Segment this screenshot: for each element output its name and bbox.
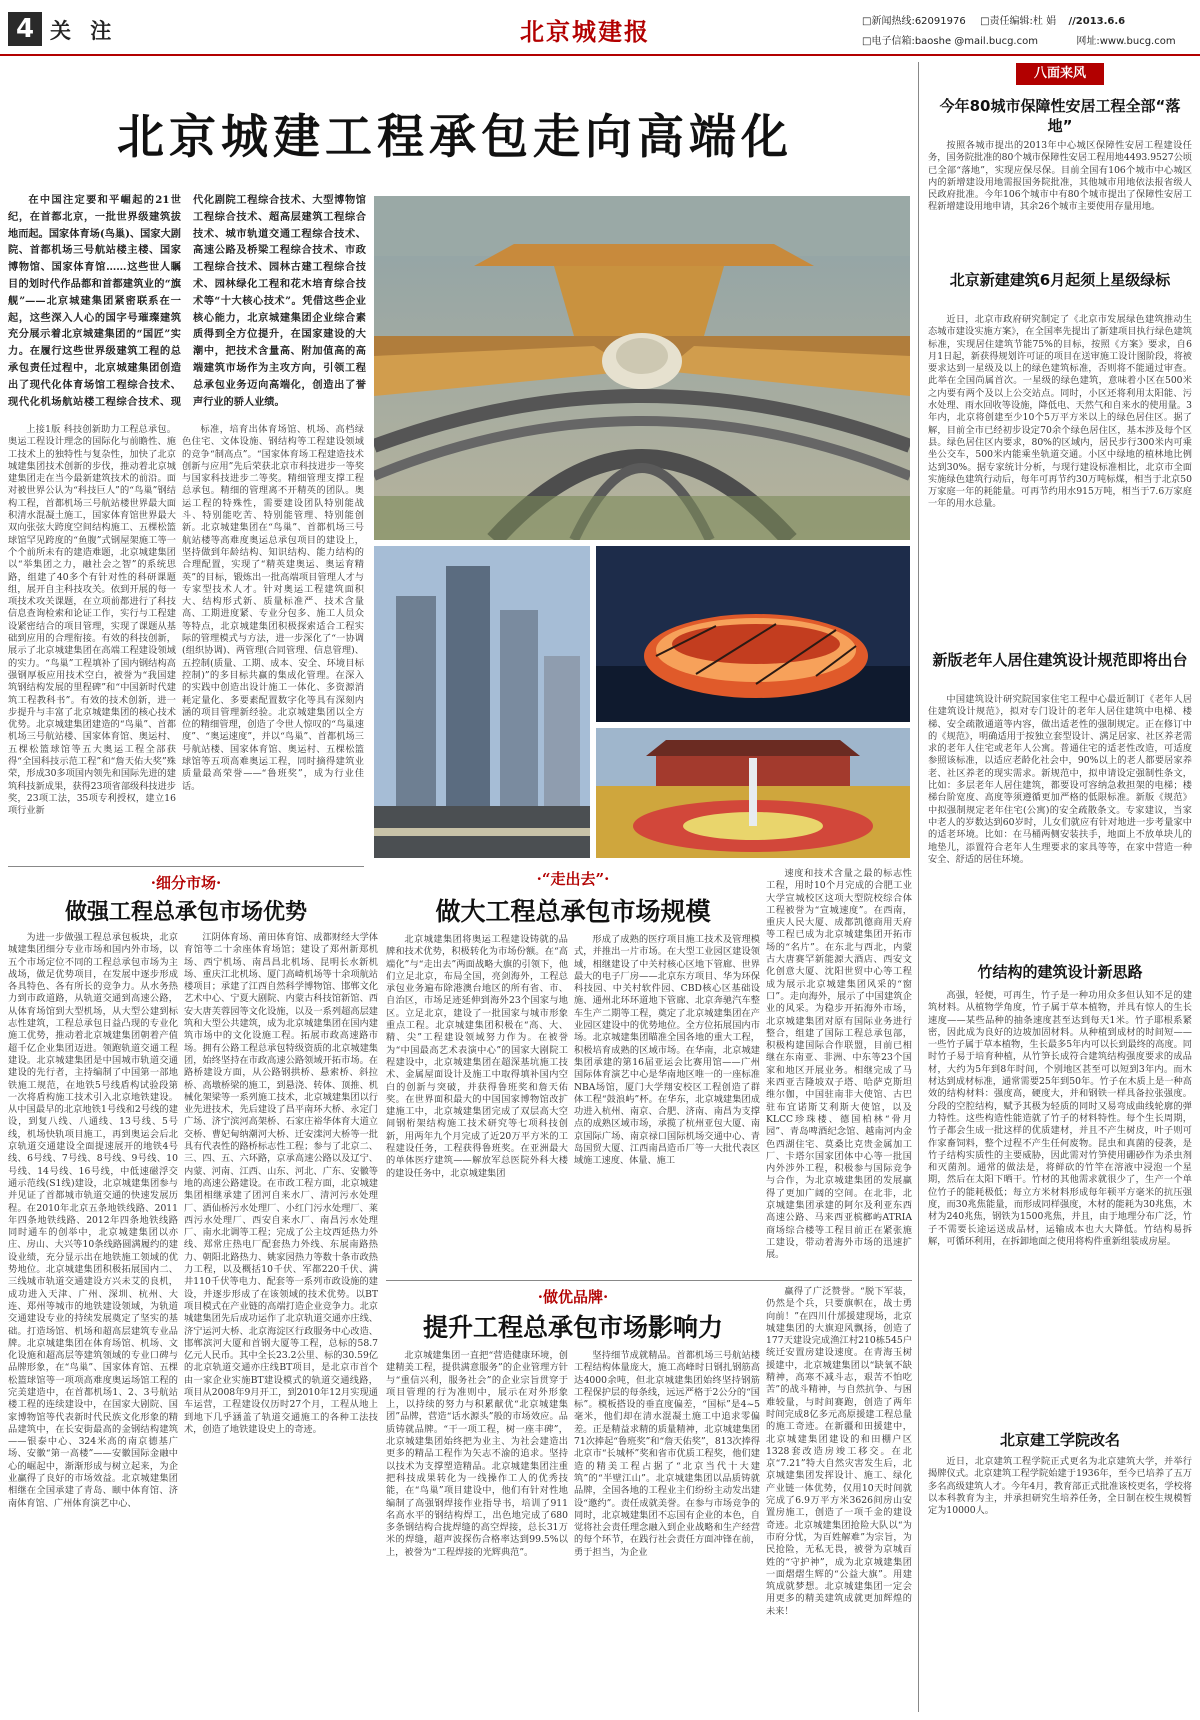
sidebar-title-1: 今年80城市保障性安居工程全部“落地” <box>939 97 1181 135</box>
editor: □责任编辑:杜 娟 <box>980 16 1057 27</box>
airport-illustration <box>374 196 910 540</box>
website[interactable]: 网址:www.bucg.com <box>1076 36 1176 47</box>
sidebar-title-3: 新版老年人居住建筑设计规范即将出台 <box>932 651 1188 669</box>
email[interactable]: □电子信箱:baoshe @mail.bucg.com <box>862 36 1038 47</box>
sidebar-title-5: 北京建工学院改名 <box>999 1431 1120 1449</box>
headline-abroad: 做大工程总承包市场规模 <box>435 897 711 926</box>
stadium-illustration <box>596 546 910 722</box>
header-info <box>862 12 1192 52</box>
sidebar-title-2: 北京新建建筑6月起须上星级绿标 <box>949 271 1171 289</box>
abroad-column-1: 北京城建集团将奥运工程建设铸就的品牌和技术优势，积极转化为市场份额。在“高端化”与“走出去”两面战略大旗的引领下，他们立足北京，布局全国，亮剑海外，工程总承包业务遍布除港澳台地区的所有省、市、自治区，市场足迹延伸到海外23个国家与地区。立足北京，建设了一批国家与城市形象重点工程。北京城建集团积极在“高、大、精、尖”工程建设领域努力作为。在被誉为“中国最高艺术表演中心”的国家大剧院工程建设中，北京城建集团在超深基坑施工技术、金属屋面设计及施工中取得填补国内空白的创新与突破，并获得鲁班奖和詹天佑奖。在世界面积最大的中国国家博物馆改扩建施工中，北京城建集团完成了双层高大空间钢桁架结构施工技术研究等七项科技创新，用两年九个月完成了近20万平方米的工程建设任务，工程获得鲁班奖。在亚洲最大的单体医疗建筑——解放军总医院外科大楼的建设任务中，北京城建集团 <box>386 934 568 1179</box>
quality-column-1: 北京城建集团一直把“营造健康环境，创建精美工程，提供满意服务”的企业管理方针与“重信兴利，服务社会”的企业宗旨贯穿于项目管理的行为准则中，展示在对外形象上，以持续的努力与积累献优“北京城建集团”品牌，营造“话水源头”般的市场效应。品质铸就品牌。“干一项工程，树一座丰碑”，北京城建集团始终把为业主、为社会建造出更多的精品工程作为矢志不渝的追求。坚持以技术为支撑塑造精品。北京城建集团注重把科技成果转化为一线操作工人的优秀技能，在“鸟巢”项目建设中，他们有针对性地编制了高强钢焊接作业指导书，培训了911名高水平的钢结构焊工，出色地完成了680多条钢结构合拢焊缝的高空焊接，总长31万米的焊缝，超声波探伤合格率达到99.5%以上，被誉为“工程焊接的光辉典范”。 <box>386 1350 568 1558</box>
quality-column-2: 坚持细节成就精品。首都机场三号航站楼工程结构体量庞大，施工高峰时日钢扎钢筋高达4000余吨，但北京城建集团始终坚持钢筋工程保护层的每条线，远远严格于2公分的“国标”。模板搭设的垂直度偏差，“国标”是4~5毫米，他们却在清水混凝土施工中追求零偏差。正是精益求精的质量精神，北京城建集团71次捧起“鲁班奖”和“詹天佑奖”，813次捧得北京市“长城杯”奖和省市优质工程奖，他们建造的精美工程占据了“北京当代十大建筑”的“半壁江山”。北京城建集团以品质铸就品牌，全国各地的工程业主们纷纷主动发出建设“邀约”。责任成就美誉。在参与市场竞争的同时，北京城建集团不忘国有企业的本色，自觉将社会责任理念融入到企业战略和生产经营的每个环节，在践行社会责任方面冲锋在前，勇于担当，为企业 <box>574 1350 760 1558</box>
square-illustration <box>596 728 910 858</box>
photo-cbd-towers <box>374 546 590 858</box>
sidebar-body-4: 高强，轻便，可再生，竹子是一种功用众多但认知不足的建筑材料。从植物学角度，竹子属于草本植物，并具有惊人的生长速度——某些品种的抽条速度甚至达到每天1米。竹子耶根系紧密，因此成为良好的边坡加固材料。从种植到成材的时间短——一些竹子属于草本植物，生长最多5年内可以长到最终的高度。同时竹子易于培育种植，从竹笋长成符合建筑结构强度要求的成品材，大约为5年到8年时间，个别地区甚至可以短到3年内。而木材达到成材标准，通常需要25年到50年。竹子在木质上是一种高效的结构材料：强度高，硬度大，并和钢铁一样具备拉张强度。分段的空腔结构，赋予其极为轻质的同时又易弯成曲线轮廓的弹力特性。这些构造性能造就了竹子的材料特性。每个生长周期，竹子都会生成一批这样的优质建材，并且不产生树皮，叶子则可作家畜饲料，整个过程不产生任何废物。昆虫和真菌的侵袭，是竹子结构实质性的主要威胁，因此需对竹笋使用硼砂作为杀虫剂和灭菌剂。通常的做法是，将鲜砍的竹竿在溶液中浸泡一个星期，然后在太阳下晒干。竹材的其他需求就很少了，生产一个单位竹子的能耗极低；每立方米材料形成每年顿平方毫米的抗压强度，而30兆焦能量，而形成同样强度，木材的能耗为30兆焦，木材为240兆焦，钢铁为1500兆焦，并且，由于地理分布广泛，竹子不需要长途运送成品材，运输成本也大大降低。竹结构易拆解，可循环利用，在拆卸地面之使用将构件重新组装成房屋。 <box>928 990 1192 1247</box>
photo-birds-nest <box>596 546 910 722</box>
divider <box>8 866 364 867</box>
kicker-quality: ·做优品牌· <box>537 1288 609 1306</box>
sidebar-divider <box>918 62 919 1712</box>
paper-name: 北京城建报 <box>520 17 650 46</box>
market-column-3: 速度和技术含量之最的标志性工程，用时10个月完成的合肥工业大学宣城校区这项大型院校综合体工程被誉为“宣城速度”。在西南，重庆人民大厦、成都凯德商用天府等工程已成为北京城建集团开拓市场的“名片”。在东北与西北，内蒙古大唐赛罕新能源大酒店、西安文化创意大厦、沈阳世贸中心等工程成为展示北京城建集团风采的“窗口”。走向海外，展示了中国建筑企业的风采。为稳步开拓海外市场，北京城建集团对原有国际业务进行整合，组建了国际工程总承包部，积极构建国际合作联盟，目前已相继在东南亚、非洲、中东等23个国家和地区开展业务。相继完成了马来西亚吉隆坡双子塔、哈萨克斯坦维尔伽，中国驻南非大使馆、古巴驻布宜诺斯艾利斯大使馆，以及KLCC珍珠楼、德国柏林“骨月园”、青岛啤酒纪念馆、越南河内金色西湖住宅、莫桑比克贵金属加工厂、卡塔尔国家团体中心等一批国内外涉外工程，积极参与国际竞争与合作，为北京城建集团的发展赢得了更加广阔的空间。在北非，北京城建集团承建的阿尔及利亚东西高速公路、马来西亚槟榔屿ATRIA商场综合楼等工程目前正在紧张施工建设，带动着海外市场的迅速扩展。 <box>766 868 912 1261</box>
news-hotline: □新闻热线:62091976 <box>862 16 966 27</box>
sidebar-body-3: 中国建筑设计研究院国家住宅工程中心最近制订《老年人居住建筑设计规范》，拟对专门设计的老年人居住建筑中电梯、楼梯、安全疏散通道等内容，做出适老性的强制规定。正在修订中的《规范》，明确适用于按独立套型设计、满足居家、社区养老需求的老年人住宅或老年人公寓。普通住宅的适老性改造，可适度参照该标准，以适应老龄化社会中，90%以上的老人都要居家养老、社区养老的现实需求。新规范中，拟申请设定强制性条文，比如：多层老年人居住建筑，都要设可容纳急救担架的电梯；楼梯台阶宽度、高度等须遵循更加严格的低限标准。新版《规范》中拟强制规定老年住宅(公寓)的安全疏散条文。专家建议，当家中老人的岁数达到60岁时，儿女们就应有针对地进一步考量家中的适老环境。比如：在马桶两侧安装扶手，地面上不放单块儿的地垫儿，添置符合老年人生理要求的家具等等，在家中营造一种安全、舒适的居住环境。 <box>928 694 1192 865</box>
quality-column-3: 赢得了广泛赞誉。“脱下军装，仍然是个兵，只要旗帜在，战士勇向前！”在四川什邡援建现场，北京城建集团的大旗迎风飘扬，创造了177天建设完成渔江村210栋545户统迁安置房建设速度。在青海玉树援建中，北京城建集团以“缺氧不缺精神，高寒不减斗志，艰苦不怕吃苦”的战斗精神，与自然抗争、与困难较量，与时间赛跑，创造了两年时间完成8亿多元高原援建工程总量的施工奇迹。在新疆和田援建中，北京城建集团建设的和田棚户区1328套改造房竣工移交。在北京“7.21”特大自然灾害发生后，北京城建集团发挥设计、施工、绿化产业链一体优势，仅用10天时间就完成了6.9万平方米3626间房山安置房施工，创造了一项千金的建设奇迹。北京城建集团抢险大队以“为市府分忧，为百姓解难”为宗旨，为民抢险，无私无畏，被誉为京城百姓的“守护神”，成为北京城建集团一面熠熠生辉的“公益大旗”。用建筑成就梦想。北京城建集团一定会用更多的精美建筑成就更加辉煌的未来！ <box>766 1286 912 1617</box>
towers-illustration <box>374 546 590 858</box>
photo-tiananmen-fountain <box>596 728 910 858</box>
sidebar-body-5: 近日，北京建筑工程学院正式更名为北京建筑大学，并举行揭牌仪式。北京建筑工程学院始建于1936年，至今已培养了五万多名高级建筑人才。今年4月，教育部正式批准该校更名，学校将以本科教育为主，并承担研究生培养任务，全日制在校生规模暂定为10000人。 <box>928 1456 1192 1517</box>
page-number: 4 <box>8 12 42 46</box>
divider <box>386 1280 912 1281</box>
issue-date: //2013.6.6 <box>1068 16 1126 27</box>
abroad-column-2: 形成了成熟的医疗项目施工技术及管理模式，并推出一片市场。在大型工业园区建设领域，相继建设了中关村核心区地下管廊、世界最大的电子厂房——北京东方项目、华为环保科技园、中关村软件园、CBD核心区基础设施、通州北环环道地下管廊、北京奔驰汽车整车生产二期等工程，奠定了北京城建集团在产业园区建设中的优势地位。全方位拓展国内市场。北京城建集团瞄准全国各地的重大工程，积极培育成熟的区域市场。在华南，北京城建集团承建的第16届亚运会比赛用馆——广州国际体育演艺中心是华南地区唯一的一座标准NBA场馆，厦门大学翔安校区工程创造了群体工程“鼓浪屿”杯。在华东，北京城建集团成功进入杭州、南京、合肥、济南、南昌为支撑点的成熟区域市场，承揽了杭州亚包大厦、南京国际广场、南京禄口国际机场交通中心、青岛国贸大厦、江西南昌造币厂等一大批代表区域施工速度、体量、施工 <box>574 934 760 1167</box>
sidebar-body-1: 按照各城市提出的2013年中心城区保障性安居工程建设任务，国务院批准的80个城市保障性安居工程用地4493.9527公顷已全部“落地”，实现应保尽保。目前全国有106个城市中心城区内的新增建设用地需报国务院批准，其他城市用地依法报省级人民政府批准。今年106个城市中有80个城市提出了保障性安居工程新增建设用地申请，其余26个城市主要使用存量用地。 <box>928 140 1192 213</box>
section-label: 关 注 <box>50 19 118 43</box>
sidebar-body-2: 近日，北京市政府研究制定了《北京市发展绿色建筑推动生态城市建设实施方案》，在全国率先提出了新建项目执行绿色建筑标准，实现居住建筑节能75%的目标，按照《方案》要求，自6月1日起，新获得规划许可证的项目在送审施工设计图阶段，将被要求达到一星级及以上的绿色建筑标准，否则将不能通过审查。此举在全国尚属首次。一星级的绿色建筑，意味着小区在500米之内要有两个及以上公交站点。同时，小区还将利用太阳能、污水处理、雨水回收等设施，降低电、天然气和自来水的使用量。3年内，北京将创建至少10个5万平方米以上的绿色居住区。据了解，目前全市已经初步设定70余个绿色居住区，基本涉及每个区县。绿色居住区内要求，80%的区域内，居民步行300米内可乘坐公交车，500米内能乘坐轨道交通。小区中绿地的植林地比例达到30%。据专家统计分析，与现行建设标准相比，北京市全面实施绿色建筑行动后，每年可再节约30万吨标煤，相当于北京50万家庭一年的耗能量。可再节约用水915万吨，相当于7.6万家庭一年的用水总量。 <box>928 314 1192 510</box>
market-column-1: 为进一步做强工程总承包板块，北京城建集团细分专业市场和国内外市场，以五个市场定位不同的工程总承包市场为主战场，做足优势项目，在发展中逐步形成各具特色、各有所长的竞争力。从水务热力到市政道路，从轨道交通到高速公路，从体育场馆到大型机场，从大型公建到标志性建筑，工程总承包日益凸现的专业化施工优势，推动着北京城建集团朝着产值超千亿企业集团迈进。领跑轨道交通工程建设。北京城建集团是中国城市轨道交通建设的先行者，主持编制了中国第一部地铁施工规范，在地铁5号线盾构试验段第一次将盾构施工技术引入北京地铁建设。从中国最早的北京地铁1号线和2号线的建设，到复八线、八通线、13号线、5号线，机场快轨项目施工，再到奥运会后北京轨道交通建设全面提速展开的地铁4号线、6号线、7号线、8号线、9号线、10号线、14号线、16号线，中低速磁浮交通示范线(S1线)建设，北京城建集团参与并见证了首都城市轨道交通的快速发展历程。在2010年北京五条地铁线路、2011年四条地铁线路、2012年四条地铁线路同时通车的创举中，北京城建集团以亦庄、房山、大兴等10条线路圆满履约的建设业绩，充分显示出在地铁施工领域的优势地位。北京城建集团积极拓展国内二、三线城市轨道交通建设方兴未艾的良机，成功进入天津、广州、深圳、杭州、大连、郑州等城市的地铁建设领域，为轨道交通建设专业的持续发展奠定了坚实的基础。打造场馆、机场和超高层建筑专业品牌。北京城建集团在体育场馆、机场、文化设施和超高层等建筑领域的专业口碑与品牌形象，在“鸟巢”、国家体育馆、五棵松篮球馆等一项项高难度奥运场馆工程的完美建造中，在首都机场1、2、3号航站楼工程的连续建设中，在国家大剧院、国家博物馆等代表新时代民族文化形象的精品建筑中，在长安街最高的金钢结构建筑——银泰中心、324米高的南京德基广场、安徽“第一高楼”——安徽国际金融中心的崛起中，渐渐形成与树立起来，为企业赢得了良好的市场效益。北京城建集团相继在全国承建了青岛、颐中体育馆、济南体育馆、广州体育演艺中心、 <box>8 932 178 1509</box>
photo-airport-terminal <box>374 196 910 540</box>
headline-quality: 提升工程总承包市场影响力 <box>422 1313 723 1342</box>
body-column-2: 标准，培育出体育场馆、机场、高档绿色住宅、文体设施、钢结构等工程建设领域的竞争“制高点”。“国家体育场工程建造技术创新与应用”先后荣获北京市科技进步一等奖与国家科技进步二等奖。精细管理支撑工程总承包。精细的管理离不开精英的团队。奥运工程的特殊性，需要建设团队特别能战斗、特别能吃苦、特别能管理、特别能创新。北京城建集团在“鸟巢”、首都机场三号航站楼等高难度奥运总承包项目的建设上，坚持做到年龄结构、知识结构、能力结构的合理配置，实现了“精英建奥运、奥运育精英”的目标，锻炼出一批高端项目管理人才与专家型技术人才。针对奥运工程建筑面积大、结构形式新、质量标准严、技术含量高、工期进度紧、专业分包多、施工人员众等特点，北京城建集团积极探索适合工程实际的管理模式与方法，进一步深化了“一协调(组织协调)、两管理(合同管理、信息管理)、五控制(质量、工期、成本、安全、环境目标控制)”的多目标共赢的集成化管理。在深入的实践中创造出设计施工一体化、多资源消耗定量化、多要素配置数字化等具有深刻内涵的项目管理新经验。北京城建集团以全方位的精细管理，创造了令世人惊叹的“鸟巢速度”、“奥运速度”，并以“鸟巢”、首都机场三号航站楼、国家体育馆、奥运村、五棵松篮球馆等五项高难奥运工程，同时摘得建筑业质量最高荣誉——“鲁班奖”，成为行业佳话。 <box>182 424 364 792</box>
sidebar-column-name: 八面来风 <box>930 62 1190 88</box>
kicker-abroad: ·“走出去”· <box>536 870 610 888</box>
body-column-1: 上接1版 科技创新助力工程总承包。奥运工程设计理念的国际化与前瞻性、施工技术上的独特性与复杂性，加快了北京城建集团技术创新的步伐，推动着北京城建集团走在当今最新建筑技术的前沿。面对被世界公认为“科技巨人”的“鸟巢”钢结构工程，首都机场三号航站楼世界最大面积清水混凝土施工，国家体育馆世界最大双向张弦大跨度空间结构施工、五棵松篮球馆罕见跨度的“鱼腹”式钢屋架施工等一个个前所未有的建造难题，北京城建集团以“举集团之力，融社会之智”的系统思路，组建了40多个有针对性的科研课题组，展开自主科技攻关。依到开展的每一项技术攻关课题，在立项前都进行了科技信息查询检索和论证工作，实行与工程建设紧密结合的项目管理，实现了课题从基础到应用的合理衔接。有效的科技创新，展示了北京城建集团在高端工程建设领域的实力。“鸟巢”工程填补了国内钢结构高强钢厚板应用技术空白，被誉为“我国建筑钢结构发展的里程碑”和“中国新时代建筑工程教科书”。有效的技术创新，进一步提升与丰富了北京城建集团的核心技术优势。北京城建集团建造的“鸟巢”、首都机场三号航站楼、国家体育馆、奥运村、五棵松篮球馆等五大奥运工程全部获得“全国科技示范工程”和“詹天佑大奖”殊荣，形成30多项国内领先和国际先进的建筑科技新成果，获得23项省部级科技进步奖，23项工法，35项专利授权，建立16项行业新 <box>8 424 176 817</box>
lead-paragraph: 在中国注定要和平崛起的21世纪，在首都北京，一批世界级建筑拔地而起。国家体育场(鸟巢)、国家大剧院、首都机场三号航站楼主楼、国家博物馆、国家体育馆……这些世人瞩目的划时代作品都和首都建筑业的“旗舰”——北京城建集团紧密联系在一起，这些深入人心的国字号璀璨建筑充分展示着北京城建集团的“国匠”实力。在履行这些世界级建筑工程的总承包责任过程中，北京城建集团创造出了现代化体育场馆工程综合技术、现代化机场航站楼工程综合技术、现代化剧院工程综合技术、大型博物馆工程综合技术、超高层建筑工程综合技术、城市轨道交通工程综合技术、高速公路及桥梁工程综合技术、市政工程综合技术、园林古建工程综合技术、园林绿化工程和花木培育综合技术等“十大核心技术”。凭借这些企业核心能力，北京城建集团企业综合素质得到全方位提升，在国家建设的大潮中，把技术含量高、附加值高的高端建筑市场作为主攻方向，引领工程总承包业务迈向高端化，创造出了誉声行业的骄人业绩。 <box>8 194 366 408</box>
main-headline: 北京城建工程承包走向高端化 <box>117 110 793 165</box>
market-column-2: 江阴体育场、莆田体育馆、成都财经大学体育馆等二十余座体育场馆；建设了郑州新郑机场、西宁机场、南昌昌北机场、昆明长水新机场、重庆江北机场、厦门高崎机场等十余项航站楼项目；承建了江西自然科学博物馆、邯郸文化艺术中心、宁夏大剧院、内蒙古科技馆新馆、西安大唐芙蓉园等文化设施，以及一系列超高层建筑和大型公共建筑，成为北京城建集团在国内建筑市场中的文化设施工程。拓展市政高速路市场。拥有公路工程总承包特级资质的北京城建集团，始终坚持在市政高速公路领域开拓市场。在路桥建设方面，从公路钢拱桥、悬索桥、斜拉桥、高墩桥梁的施工，到悬浇、转体、顶推、机械化架梁等一系列施工技术，北京城建集团以行业先进技术，先后建设了昌平南环大桥、永定门广场、济宁滨河高架桥、石家庄裕华体育大道立交桥、曹妃甸纳潮河大桥、迁安滦河大桥等一批具有代表性的路桥标志性工程；参与了北京二、三、四、五、六环路，京承高速公路以及辽宁、内蒙、河南、江西、山东、河北、广东、安徽等地的高速公路建设。在市政工程方面，北京城建集团相继承建了团河自来水厂、清河污水处理厂、酒仙桥污水处理厂、小红门污水处理厂、莱西污水处理厂、西安自来水厂、南昌污水处理厂、南水北调等工程；完成了公主坟西延热力外线、郑常庄热电厂配套热力外线、东展南路热力、朝阳北路热力、姚家园热力等数十条市政热力工程，以及概括10千伏、军都220千伏、满井110千伏等电力、配套等一系列市政设施的建设，并逐步形成了在该领域的技术优势。以BT项目模式在产业链的高端打造企业竞争力。北京城建集团先后成功运作了北京轨道交通亦庄线、济宁运河大桥、北京海淀区行政服务中心改造、邯郸滨河大厦和首钢大厦等工程，总标的58.7亿元人民币。其中全长23.2公里、标的30.59亿的北京轨道交通亦庄线BT项目，是北京市首个由一家企业实施BT建设模式的轨道交通线路，项目从2008年9月开工，到2010年12月实现通车运营，工程建设仅历时27个月，工程从地上到地下几乎涵盖了轨道交通施工的各种工法技术，创造了地铁建设史上的奇迹。 <box>184 932 378 1435</box>
sidebar-title-4: 竹结构的建筑设计新思路 <box>977 963 1143 981</box>
headline-market: 做强工程总承包市场优势 <box>64 900 307 925</box>
kicker-market: ·细分市场· <box>150 874 222 892</box>
